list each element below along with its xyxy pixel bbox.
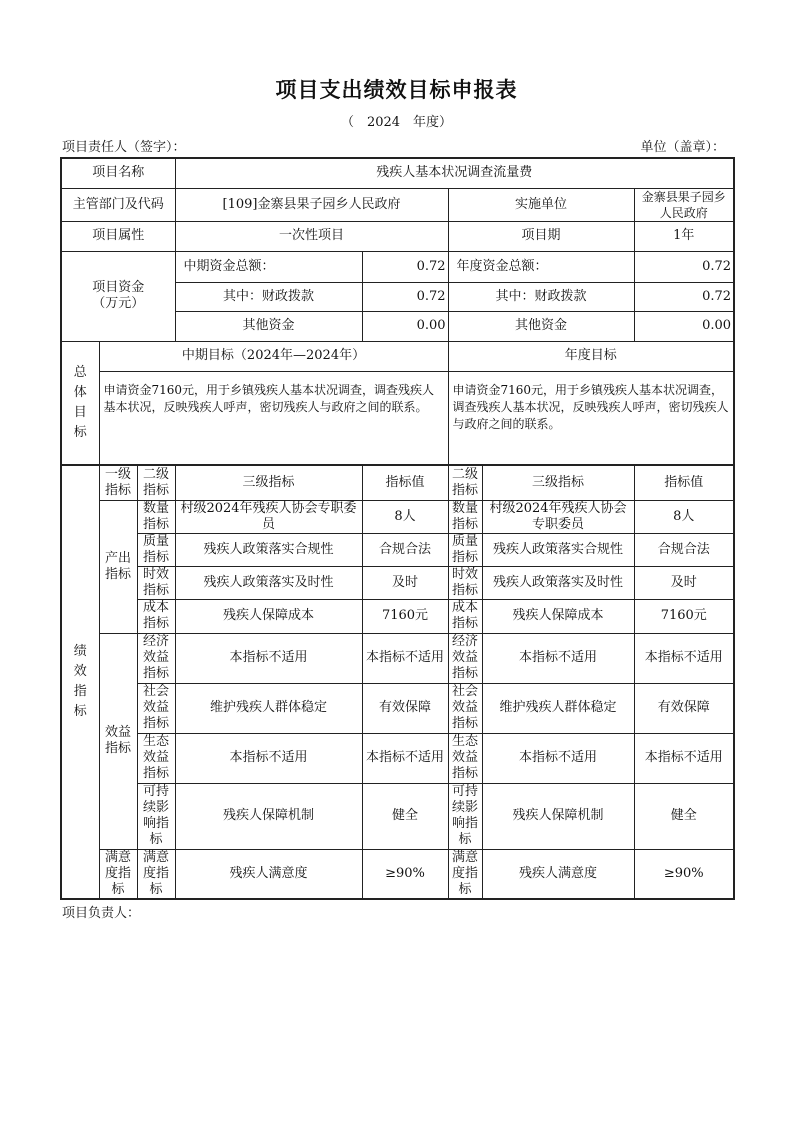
mid-goal-header: 中期目标（2024年—2024年） xyxy=(99,341,448,371)
row-value: 有效保障 xyxy=(362,683,448,733)
row-l3-year: 残疾人保障成本 xyxy=(482,599,634,633)
row-value-year: 健全 xyxy=(634,783,734,849)
row-l3: 维护残疾人群体稳定 xyxy=(175,683,362,733)
row-l2-year: 时效指标 xyxy=(448,566,482,599)
impl-unit-label: 实施单位 xyxy=(448,188,634,221)
row-l3: 残疾人保障成本 xyxy=(175,599,362,633)
row-l3: 村级2024年残疾人协会专职委员 xyxy=(175,500,362,533)
row-l2-year: 质量指标 xyxy=(448,533,482,566)
row-value: 及时 xyxy=(362,566,448,599)
kpi-label-text: 绩效指标 xyxy=(73,643,87,719)
row-l2-year: 数量指标 xyxy=(448,500,482,533)
project-info-table xyxy=(60,157,735,466)
row-l3-year: 残疾人政策落实及时性 xyxy=(482,566,634,599)
header-l3: 三级指标 xyxy=(175,465,362,500)
dept-label: 主管部门及代码 xyxy=(61,188,175,221)
page-title: 项目支出绩效目标申报表 xyxy=(275,77,518,102)
row-value-year: 8人 xyxy=(634,500,734,533)
row-value-year: 本指标不适用 xyxy=(634,733,734,783)
row-l2-year: 生态效益指标 xyxy=(448,733,482,783)
overall-goal-label-text: 总体目标 xyxy=(73,364,87,440)
year-other-label: 其他资金 xyxy=(448,311,634,341)
funds-label xyxy=(61,251,175,341)
row-l2: 经济效益指标 xyxy=(137,633,175,683)
row-l2: 质量指标 xyxy=(137,533,175,566)
row-value-year: 有效保障 xyxy=(634,683,734,733)
project-leader-label: 项目负责人： xyxy=(62,906,141,921)
row-l3: 残疾人保障机制 xyxy=(175,783,362,849)
row-l2: 满意度指标 xyxy=(137,849,175,899)
row-l3: 残疾人政策落实及时性 xyxy=(175,566,362,599)
mid-fiscal-value: 0.72 xyxy=(362,282,448,311)
row-l2: 数量指标 xyxy=(137,500,175,533)
mid-other-value: 0.00 xyxy=(362,311,448,341)
row-l2-year: 经济效益指标 xyxy=(448,633,482,683)
row-l2-year: 可持续影响指标 xyxy=(448,783,482,849)
row-l3-year: 本指标不适用 xyxy=(482,633,634,683)
row-l3-year: 残疾人满意度 xyxy=(482,849,634,899)
row-l2-year: 满意度指标 xyxy=(448,849,482,899)
row-value-year: 及时 xyxy=(634,566,734,599)
row-value: 合规合法 xyxy=(362,533,448,566)
row-l2: 成本指标 xyxy=(137,599,175,633)
mid-total-label: 中期资金总额： xyxy=(175,251,362,282)
year-line: （ 2024 年度） xyxy=(340,115,453,130)
performance-indicator-table xyxy=(60,464,735,900)
mid-total-value: 0.72 xyxy=(362,251,448,282)
row-value: 本指标不适用 xyxy=(362,733,448,783)
project-attr-label: 项目属性 xyxy=(61,221,175,251)
row-value: ≥90% xyxy=(362,849,448,899)
impl-unit-value: 金寨县果子园乡人民政府 xyxy=(634,188,734,221)
mid-goal-text: 申请资金7160元，用于乡镇残疾人基本状况调查，调查残疾人基本状况，反映残疾人呼声，密切残疾人与政府之间的联系。 xyxy=(99,371,448,465)
year-fiscal-value: 0.72 xyxy=(634,282,734,311)
row-l3: 本指标不适用 xyxy=(175,633,362,683)
row-l3-year: 残疾人保障机制 xyxy=(482,783,634,849)
project-period-label: 项目期 xyxy=(448,221,634,251)
project-name-value: 残疾人基本状况调查流量费 xyxy=(175,158,734,188)
dept-value: [109]金寨县果子园乡人民政府 xyxy=(175,188,448,221)
year-goal-text: 申请资金7160元，用于乡镇残疾人基本状况调查，调查残疾人基本状况，反映残疾人呼声，密切残疾人与政府之间的联系。 xyxy=(448,371,734,465)
header-l1: 一级指标 xyxy=(99,465,137,500)
row-l2: 社会效益指标 xyxy=(137,683,175,733)
mid-fiscal-label: 其中：财政拨款 xyxy=(175,282,362,311)
funds-label-text: 项目资金（万元） xyxy=(92,280,145,311)
row-l3-year: 维护残疾人群体稳定 xyxy=(482,683,634,733)
row-l3-year: 本指标不适用 xyxy=(482,733,634,783)
row-value: 7160元 xyxy=(362,599,448,633)
row-value-year: 本指标不适用 xyxy=(634,633,734,683)
header-l2-year: 二级指标 xyxy=(448,465,482,500)
benefit-indicator-label: 效益指标 xyxy=(99,633,137,849)
project-name-label: 项目名称 xyxy=(61,158,175,188)
row-l2: 可持续影响指标 xyxy=(137,783,175,849)
mid-other-label: 其他资金 xyxy=(175,311,362,341)
row-l2: 生态效益指标 xyxy=(137,733,175,783)
row-l3: 残疾人政策落实合规性 xyxy=(175,533,362,566)
row-value-year: ≥90% xyxy=(634,849,734,899)
row-value: 本指标不适用 xyxy=(362,633,448,683)
year-goal-header: 年度目标 xyxy=(448,341,734,371)
year-total-value: 0.72 xyxy=(634,251,734,282)
header-value-year: 指标值 xyxy=(634,465,734,500)
overall-goal-label xyxy=(61,341,99,465)
kpi-label xyxy=(61,465,99,899)
row-l3-year: 残疾人政策落实合规性 xyxy=(482,533,634,566)
row-l2-year: 成本指标 xyxy=(448,599,482,633)
header-value: 指标值 xyxy=(362,465,448,500)
row-l3: 残疾人满意度 xyxy=(175,849,362,899)
unit-seal-label: 单位（盖章）： xyxy=(640,140,725,155)
row-value: 健全 xyxy=(362,783,448,849)
row-l2-year: 社会效益指标 xyxy=(448,683,482,733)
project-period-value: 1年 xyxy=(634,221,734,251)
year-other-value: 0.00 xyxy=(634,311,734,341)
year-fiscal-label: 其中：财政拨款 xyxy=(448,282,634,311)
output-indicator-label: 产出指标 xyxy=(99,500,137,633)
row-value-year: 7160元 xyxy=(634,599,734,633)
row-l3: 本指标不适用 xyxy=(175,733,362,783)
header-l2: 二级指标 xyxy=(137,465,175,500)
row-value-year: 合规合法 xyxy=(634,533,734,566)
project-attr-value: 一次性项目 xyxy=(175,221,448,251)
header-l3-year: 三级指标 xyxy=(482,465,634,500)
satisfaction-indicator-label: 满意度指标 xyxy=(99,849,137,899)
row-l2: 时效指标 xyxy=(137,566,175,599)
row-l3-year: 村级2024年残疾人协会专职委员 xyxy=(482,500,634,533)
responsible-sign-label: 项目责任人（签字）： xyxy=(62,140,186,155)
year-total-label: 年度资金总额： xyxy=(448,251,634,282)
row-value: 8人 xyxy=(362,500,448,533)
